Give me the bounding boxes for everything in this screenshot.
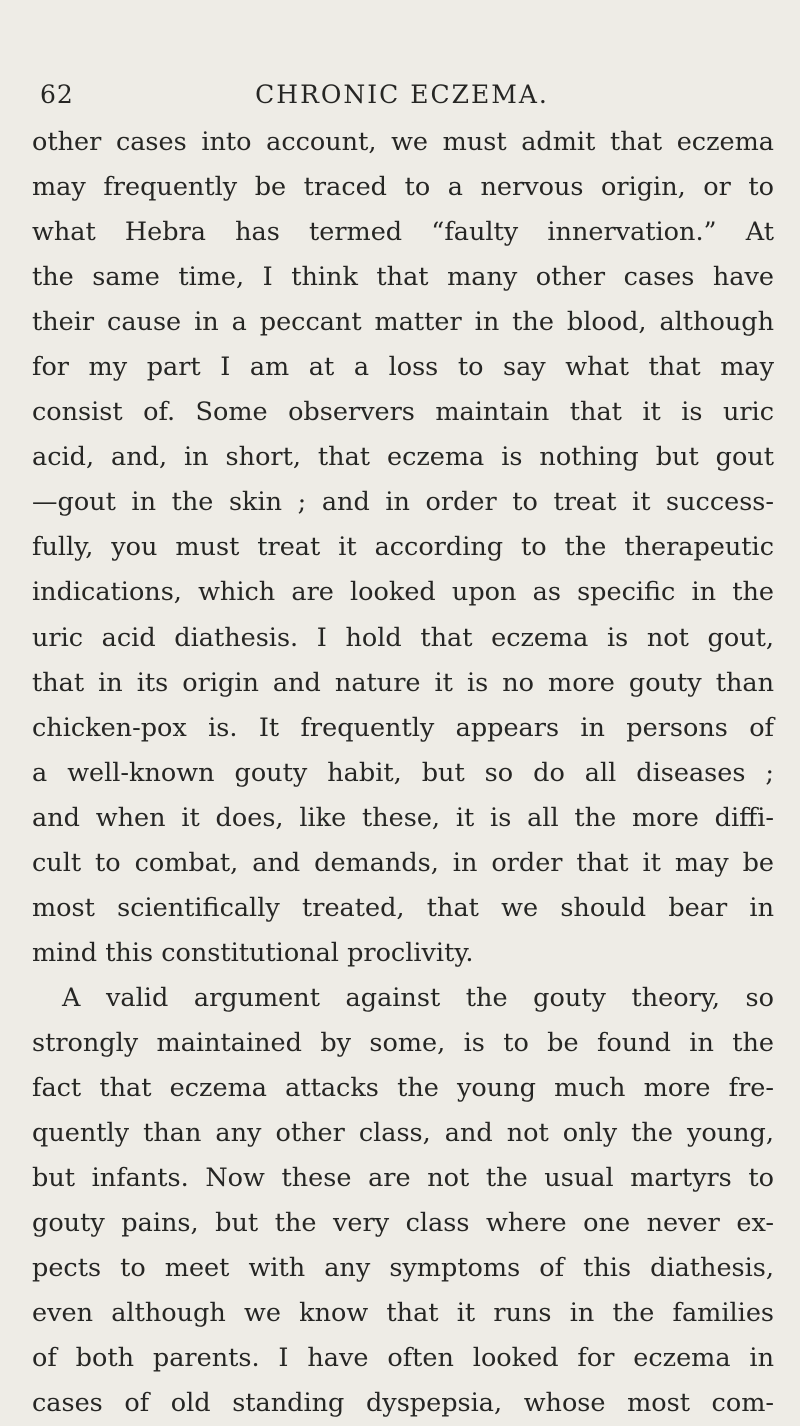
text-line: uric acid diathesis. I hold that eczema is not gout,: [32, 622, 774, 653]
text-line: fully, you must treat it according to the therapeutic: [32, 532, 774, 563]
text-line: cult to combat, and demands, in order that it may be: [32, 847, 774, 878]
text-line: even although we know that it runs in the families: [32, 1298, 774, 1329]
text-line: what Hebra has termed “faulty innervation.” At: [32, 217, 774, 248]
text-line: may frequently be traced to a nervous origin, or to: [32, 172, 774, 203]
page-number: 62: [40, 80, 74, 109]
text-line: cases of old standing dyspepsia, whose most com-: [32, 1388, 774, 1419]
text-line: other cases into account, we must admit that eczema: [32, 127, 774, 157]
text-line: consist of. Some observers maintain that it is uric: [32, 397, 774, 428]
text-line: pects to meet with any symptoms of this diathesis,: [32, 1253, 774, 1284]
text-line: strongly maintained by some, is to be found in the: [32, 1027, 774, 1058]
text-line: and when it does, like these, it is all the more diffi-: [32, 802, 774, 833]
text-line: indications, which are looked upon as specific in the: [32, 577, 774, 608]
text-line: —gout in the skin ; and in order to treat it success-: [32, 487, 774, 518]
text-line: fact that eczema attacks the young much more fre-: [32, 1072, 774, 1103]
running-head: CHRONIC ECZEMA.: [255, 80, 549, 109]
text-line: for my part I am at a loss to say what that may: [32, 352, 774, 383]
body-text: [32, 120, 774, 1426]
paragraph-end-line: mind this constitutional proclivity.: [32, 937, 474, 968]
text-line: the same time, I think that many other cases have: [32, 262, 774, 293]
text-line: quently than any other class, and not only the young,: [32, 1118, 774, 1149]
page-header: [32, 80, 772, 114]
text-line: chicken-pox is. It frequently appears in persons of: [32, 712, 774, 743]
text-line: gouty pains, but the very class where one never ex-: [32, 1208, 774, 1239]
text-line: their cause in a peccant matter in the blood, although: [32, 307, 774, 338]
paragraph-start-line: A valid argument against the gouty theory, so: [62, 982, 774, 1013]
text-line: most scientifically treated, that we should bear in: [32, 892, 774, 923]
text-line: acid, and, in short, that eczema is nothing but gout: [32, 442, 774, 473]
text-line: but infants. Now these are not the usual martyrs to: [32, 1163, 774, 1194]
text-line: a well-known gouty habit, but so do all diseases ;: [32, 757, 774, 788]
text-line: of both parents. I have often looked for eczema in: [32, 1343, 774, 1374]
text-line: that in its origin and nature it is no more gouty than: [32, 667, 774, 698]
